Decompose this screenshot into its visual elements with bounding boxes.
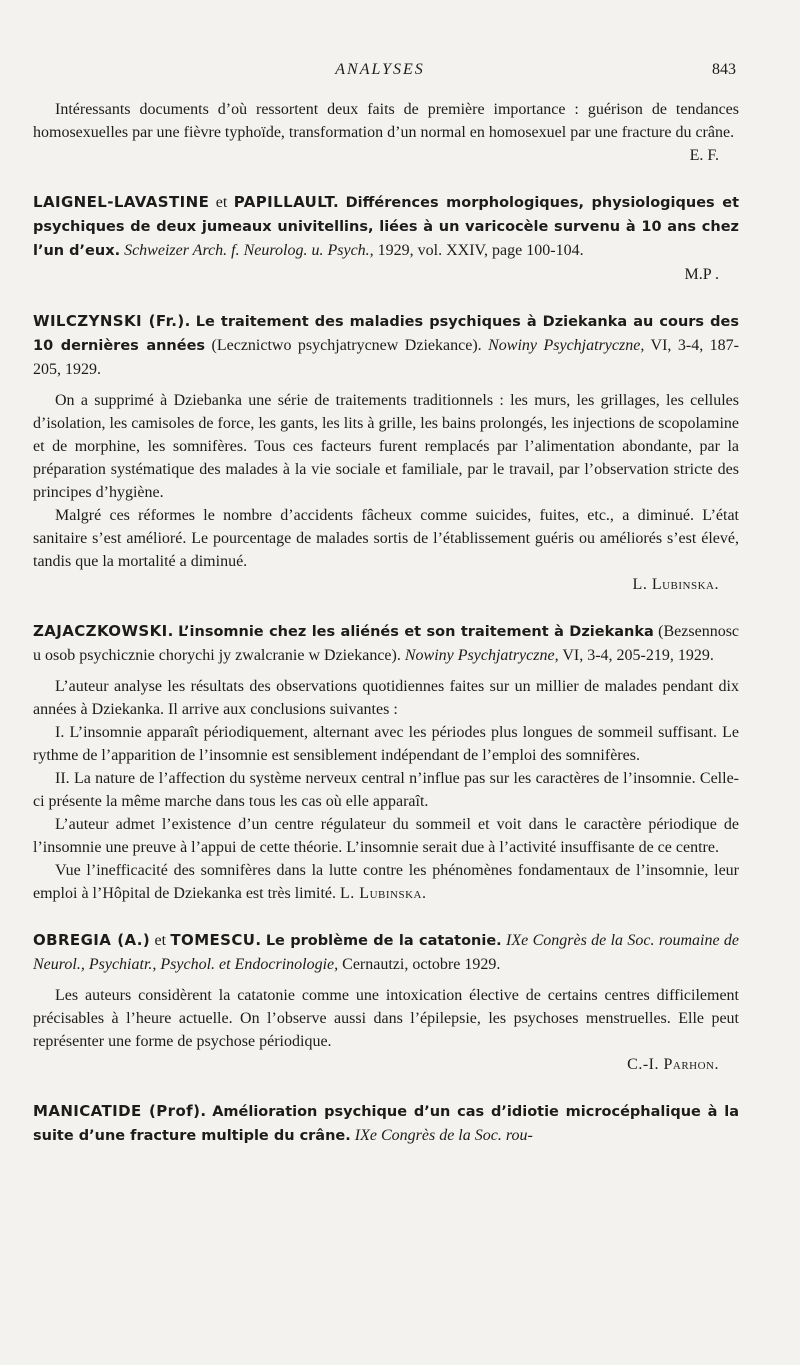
intro-signature: E. F. <box>689 147 719 164</box>
article-paragraph: II. La nature de l’affection du système nerveux central n’influe pas sur les caractères de l’insomnie. Celle-ci présente la même marche dans tous les cas où elle apparaît. <box>33 770 739 810</box>
article-original-title: (Lecznictwo psychjatrycnew Dziekance). <box>211 337 482 354</box>
article-title: L’insomnie chez les aliénés et son traitement à Dziekanka <box>178 624 654 640</box>
article-author-2: TOMESCU. <box>170 931 262 949</box>
article-title: Le traitement des maladies psychiques à Dziekanka au cours des 10 dernières années <box>33 314 739 354</box>
article-author: MANICATIDE (Prof). <box>33 1102 207 1120</box>
intro-section <box>33 98 739 167</box>
article-title: Amélioration psychique d’un cas d’idiotie microcéphalique à la suite d’une fracture multiple du crâne. <box>33 1104 739 1144</box>
article-signature: M.P . <box>684 266 719 283</box>
article-paragraph-text: Vue l’inefficacité des somnifères dans la lutte contre les phénomènes fondamentaux de l’insomnie, leur emploi à l’Hôpital de Dziekanka est très limité. <box>33 862 739 902</box>
article-paragraph: On a supprimé à Dziebanka une série de traitements traditionnels : les murs, les grillages, les cellules d’isolation, les camisoles de force, les gants, les lits à grille, les bains prolongés, les injections de scopolamine et de morphine, les somnifères. Tous ces facteurs furent remplacés par l’alimentation abondante, par la préparation systématique des malades à la vie sociale et familiale, par le travail, par l’observation stricte des principes d’hygiène. <box>33 392 739 501</box>
article-citation-tail: 1929, vol. XXIV, page 100-104. <box>377 242 584 259</box>
page-number: 843 <box>712 61 736 78</box>
article-paragraph: Les auteurs considèrent la catatonie comme une intoxication élective de certains centres difficilement précisables à l’heure actuelle. On l’observe aussi dans l’épilepsie, les psychoses menstruelles. Elle peut représenter une forme de psychose périodique. <box>33 987 739 1050</box>
article-original-title: (Bezsennosc u osob psychicznie chorychi jy zwalcranie w Dziekance). <box>33 623 740 664</box>
article-heading <box>33 191 739 263</box>
article-paragraph-last <box>33 859 739 905</box>
page-content <box>33 98 739 1148</box>
article-signature: L. Lubinska. <box>632 576 719 593</box>
article-citation: IXe Congrès de la Soc. rou- <box>354 1127 533 1144</box>
article-author: ZAJACZKOWSKI. <box>33 622 174 640</box>
article-paragraph: Malgré ces réformes le nombre d’accidents fâcheux comme suicides, fuites, etc., a diminué. L’état sanitaire s’est amélioré. Le pourcentage de malades sortis de l’établissement guéris ou améliorés s’est élevé, tandis que la mortalité a diminué. <box>33 507 739 570</box>
intro-paragraph: Intéressants documents d’où ressortent deux faits de première importance : guérison de tendances homosexuelles par une fièvre typhoïde, transformation d’un normal en homosexuel par une fracture du crâne. <box>33 101 739 141</box>
article-author: WILCZYNSKI (Fr.). <box>33 312 191 330</box>
author-connector: et <box>150 932 171 949</box>
article-heading <box>33 310 739 381</box>
article-laignel <box>33 191 739 286</box>
article-citation-tail: VI, 3-4, 205-219, 1929. <box>562 647 714 664</box>
article-citation-tail: VI, 3-4, 187-205, 1929. <box>33 337 740 378</box>
article-obregia <box>33 929 739 1076</box>
article-author: OBREGIA (A.) <box>33 931 151 949</box>
article-paragraph: I. L’insomnie apparaît périodiquement, alternant avec les périodes plus longues de sommeil suffisant. Le rythme de l’apparition de l’insomnie est sensiblement indépendant de l’emploi des somnifères. <box>33 724 739 764</box>
article-signature: L. Lubinska. <box>340 885 427 902</box>
article-heading <box>33 620 739 667</box>
author-connector: et <box>209 194 234 211</box>
article-citation-tail: Cernautzi, octobre 1929. <box>342 956 501 973</box>
article-citation: Nowiny Psychjatryczne, <box>488 337 645 354</box>
article-citation: Nowiny Psychjatryczne, <box>404 647 559 664</box>
article-author: LAIGNEL-LAVASTINE <box>33 193 210 211</box>
article-author-2: PAPILLAULT. <box>233 193 340 211</box>
article-heading <box>33 1100 739 1148</box>
article-signature: C.-I. Parhon. <box>627 1056 719 1073</box>
article-title: Le problème de la catatonie. <box>265 933 502 949</box>
article-paragraph: L’auteur admet l’existence d’un centre régulateur du sommeil et voit dans le caractère périodique de l’insomnie une preuve à l’appui de cette théorie. L’insomnie serait due à l’activité insuffisante de ce centre. <box>33 816 739 856</box>
article-citation: IXe Congrès de la Soc. roumaine de Neurol., Psychiatr., Psychol. et Endocrinologie, <box>33 932 740 973</box>
page-header <box>0 58 800 82</box>
article-title: Différences morphologiques, physiologiques et psychiques de deux jumeaux univitellins, liées à un varicocèle survenu à 10 ans chez l’un d’eux. <box>33 195 740 259</box>
article-zajaczkowski <box>33 620 739 905</box>
article-paragraph: L’auteur analyse les résultats des observations quotidiennes faites sur un millier de malades pendant dix années à Dziekanka. Il arrive aux conclusions suivantes : <box>33 678 739 718</box>
running-title: ANALYSES <box>335 61 425 78</box>
article-wilczynski <box>33 310 739 596</box>
article-heading <box>33 929 739 976</box>
article-manicatide <box>33 1100 739 1148</box>
article-citation: Schweizer Arch. f. Neurolog. u. Psych., <box>124 242 374 259</box>
